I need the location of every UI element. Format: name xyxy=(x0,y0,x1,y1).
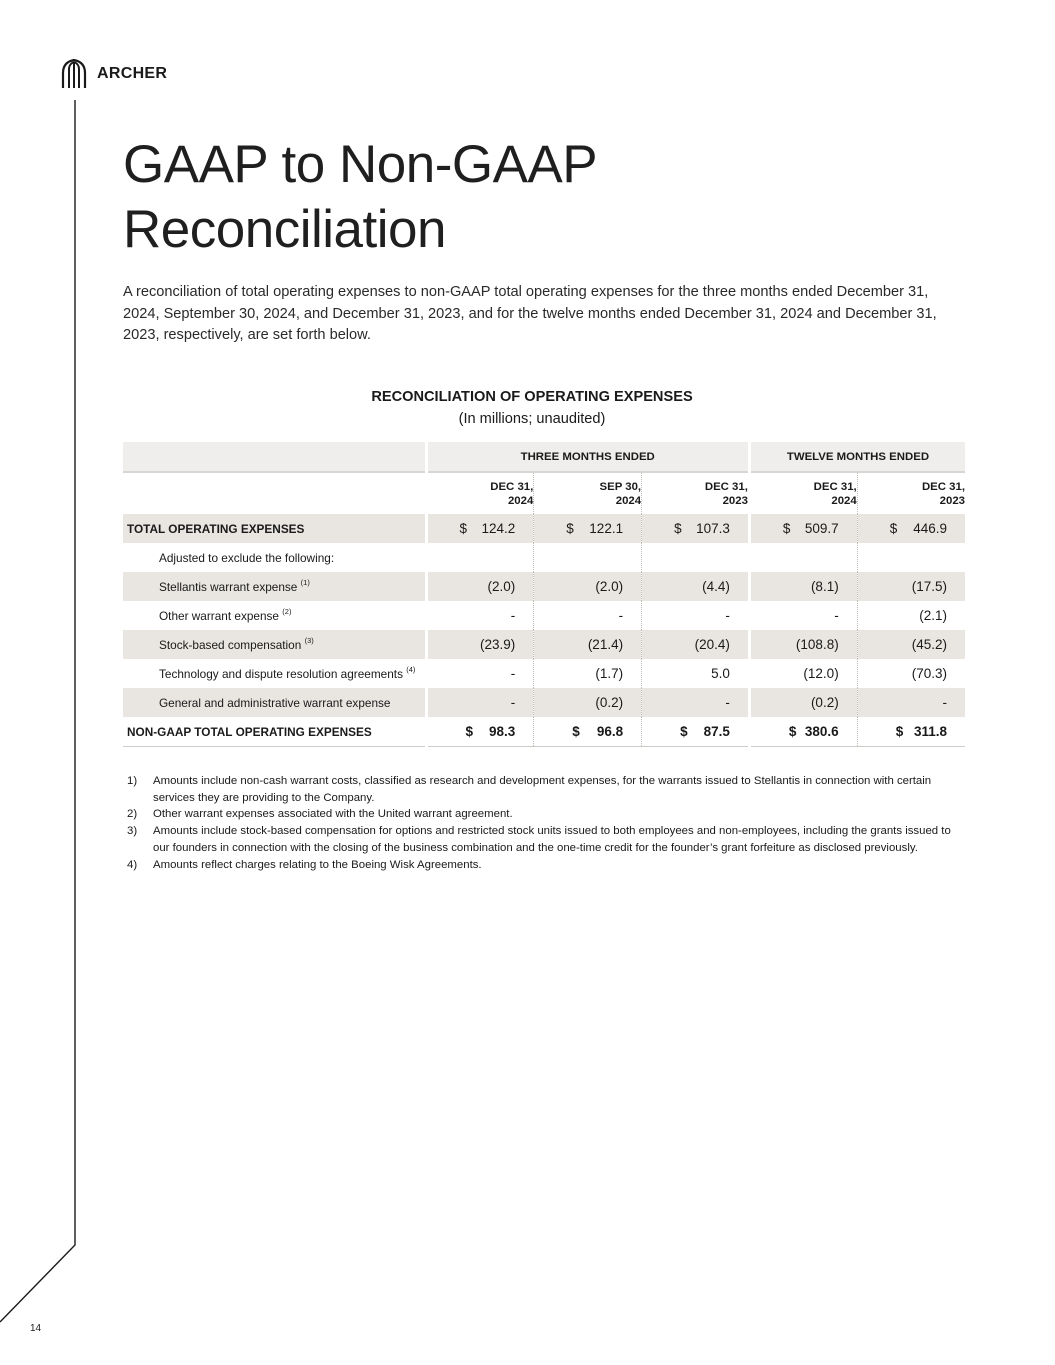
footnote-ref: (4) xyxy=(406,664,416,674)
row-label: Adjusted to exclude the following: xyxy=(159,550,335,565)
footnote xyxy=(123,806,953,823)
table-cell: (2.0) xyxy=(426,572,534,601)
currency-symbol: $ xyxy=(788,724,797,739)
column-header-line2: 2024 xyxy=(831,494,857,507)
table-cell xyxy=(749,717,857,747)
reconciliation-table xyxy=(123,442,965,747)
page-title xyxy=(123,132,843,262)
archer-logo xyxy=(61,59,167,89)
cell-value: 96.8 xyxy=(596,724,624,739)
column-header-line1: DEC 31, xyxy=(704,480,748,493)
column-header-line2: 2023 xyxy=(939,494,966,507)
column-header-line1: SEP 30, xyxy=(599,480,642,493)
table-cell: - xyxy=(426,601,534,630)
cell-value: 509.7 xyxy=(804,521,839,536)
column-header-line2: 2023 xyxy=(722,494,748,507)
table-cell xyxy=(857,543,965,572)
footnote-number: 2) xyxy=(127,808,138,821)
currency-symbol: $ xyxy=(680,724,688,739)
currency-symbol: $ xyxy=(572,724,580,739)
table-cell xyxy=(857,717,965,747)
currency-symbol: $ xyxy=(566,521,574,536)
table-cell: - xyxy=(642,601,750,630)
currency-symbol: $ xyxy=(895,724,904,739)
table-cell: (1.7) xyxy=(534,659,642,688)
table-cell: (4.4) xyxy=(642,572,750,601)
table-cell: (20.4) xyxy=(642,630,750,659)
footnote-ref: (2) xyxy=(282,606,292,616)
table-cell: (2.0) xyxy=(534,572,642,601)
currency-symbol: $ xyxy=(889,521,898,536)
page-title-line2: Reconciliation xyxy=(123,200,446,259)
column-header-line2: 2024 xyxy=(507,494,534,507)
table-cell: - xyxy=(534,601,642,630)
footnote-number: 4) xyxy=(127,858,138,871)
cell-value: 311.8 xyxy=(913,724,948,739)
table-cell xyxy=(534,717,642,747)
row-label: NON-GAAP TOTAL OPERATING EXPENSES xyxy=(123,717,426,747)
currency-symbol: $ xyxy=(465,724,474,739)
cell-value: 124.2 xyxy=(481,521,516,536)
footnote-ref: (3) xyxy=(304,635,314,645)
footnote-number: 1) xyxy=(127,775,138,787)
table-cell: (21.4) xyxy=(534,630,642,659)
table-row xyxy=(123,514,965,543)
table-row xyxy=(123,659,965,688)
column-header-line2: 2024 xyxy=(615,494,642,507)
table-cell xyxy=(642,717,750,747)
column-header xyxy=(749,472,857,514)
table-cell: (70.3) xyxy=(857,659,965,688)
row-label-text: Technology and dispute resolution agreements xyxy=(159,666,403,681)
table-cell: (17.5) xyxy=(857,572,965,601)
row-label xyxy=(123,601,426,630)
table-cell xyxy=(534,514,642,543)
footnotes xyxy=(123,773,953,873)
column-header-line1: DEC 31, xyxy=(813,480,857,493)
archer-logo-icon xyxy=(61,59,87,89)
column-header-line1: DEC 31, xyxy=(490,480,534,493)
table-cell xyxy=(642,514,750,543)
column-header xyxy=(426,472,534,514)
table-cell: - xyxy=(426,659,534,688)
table-cell: (2.1) xyxy=(857,601,965,630)
row-label-text: Other warrant expense xyxy=(159,608,279,623)
table-group-header-row xyxy=(123,442,965,472)
footnote-text: Amounts include non-cash warrant costs, classified as research and development expenses, for the warrants issued to Stellantis in connection with certain services they are providing to the Company. xyxy=(153,775,932,804)
column-header xyxy=(857,472,965,514)
row-label-text: Stellantis warrant expense xyxy=(159,579,298,594)
table-row xyxy=(123,688,965,717)
footnote-ref: (1) xyxy=(300,577,310,587)
table-cell: (12.0) xyxy=(749,659,857,688)
footnote xyxy=(123,823,953,856)
cell-value: 446.9 xyxy=(913,521,948,536)
group-header-three-months: THREE MONTHS ENDED xyxy=(426,442,749,472)
cell-value: 107.3 xyxy=(696,521,730,536)
table-cell: - xyxy=(749,601,857,630)
cell-value: 380.6 xyxy=(804,724,839,739)
footnote-text: Amounts reflect charges relating to the Boeing Wisk Agreements. xyxy=(153,858,482,871)
table-cell: (23.9) xyxy=(426,630,534,659)
footnote-text: Amounts include stock-based compensation for options and restricted stock units issued to both employees and non-employees, including the grants issued to our founders in connection with the closing of the business combination and the one-time credit for the founder’s grant forfeiture as disclosed previously. xyxy=(153,825,951,854)
row-label xyxy=(123,659,426,688)
table-row-total xyxy=(123,717,965,747)
footnote-number: 3) xyxy=(127,825,138,838)
row-label xyxy=(123,630,426,659)
side-decoration-line xyxy=(0,0,90,1365)
intro-paragraph: A reconciliation of total operating expenses to non-GAAP total operating expenses for the three months ended December 31, 2024, September 30, 2024, and December 31, 2023, and for the twelve months ended December 31, 2024 and December 31, 2023, respectively, are set forth below. xyxy=(123,284,937,343)
currency-symbol: $ xyxy=(782,521,791,536)
currency-symbol: $ xyxy=(674,521,682,536)
table-cell: - xyxy=(857,688,965,717)
brand-name: ARCHER xyxy=(97,65,168,82)
table-cell xyxy=(426,717,534,747)
table-cell xyxy=(749,514,857,543)
group-header-twelve-months: TWELVE MONTHS ENDED xyxy=(749,442,965,472)
table-cell: 5.0 xyxy=(642,659,750,688)
table-cell xyxy=(534,543,642,572)
table-cell: (45.2) xyxy=(857,630,965,659)
table-row xyxy=(123,543,965,572)
row-label: TOTAL OPERATING EXPENSES xyxy=(123,514,426,543)
row-label-text: Stock-based compensation xyxy=(159,637,302,652)
table-subtitle: (In millions; unaudited) xyxy=(458,411,606,427)
table-row xyxy=(123,572,965,601)
table-cell: - xyxy=(642,688,750,717)
row-label xyxy=(123,572,426,601)
table-cell xyxy=(426,543,534,572)
table-cell xyxy=(426,514,534,543)
page-title-line1: GAAP to Non-GAAP xyxy=(123,135,598,194)
table-cell: (0.2) xyxy=(534,688,642,717)
cell-value: 122.1 xyxy=(589,521,624,536)
page-number: 14 xyxy=(30,1323,42,1334)
column-header-line1: DEC 31, xyxy=(921,480,966,493)
column-header xyxy=(534,472,642,514)
table-cell xyxy=(642,543,750,572)
table-row xyxy=(123,630,965,659)
footnote xyxy=(123,773,953,806)
cell-value: 98.3 xyxy=(489,724,516,739)
table-date-header-row xyxy=(123,472,965,514)
group-header-blank xyxy=(123,442,426,472)
table-row xyxy=(123,601,965,630)
footnote xyxy=(123,857,953,874)
table-cell xyxy=(857,514,965,543)
table-cell: (108.8) xyxy=(749,630,857,659)
table-cell: (8.1) xyxy=(749,572,857,601)
table-title: RECONCILIATION OF OPERATING EXPENSES xyxy=(371,389,693,405)
row-label: General and administrative warrant expense xyxy=(123,688,426,717)
currency-symbol: $ xyxy=(459,521,468,536)
table-cell xyxy=(749,543,857,572)
date-header-blank xyxy=(123,472,426,514)
cell-value: 87.5 xyxy=(703,724,730,739)
table-cell: - xyxy=(426,688,534,717)
footnote-text: Other warrant expenses associated with the United warrant agreement. xyxy=(153,808,513,821)
column-header xyxy=(642,472,750,514)
table-cell: (0.2) xyxy=(749,688,857,717)
